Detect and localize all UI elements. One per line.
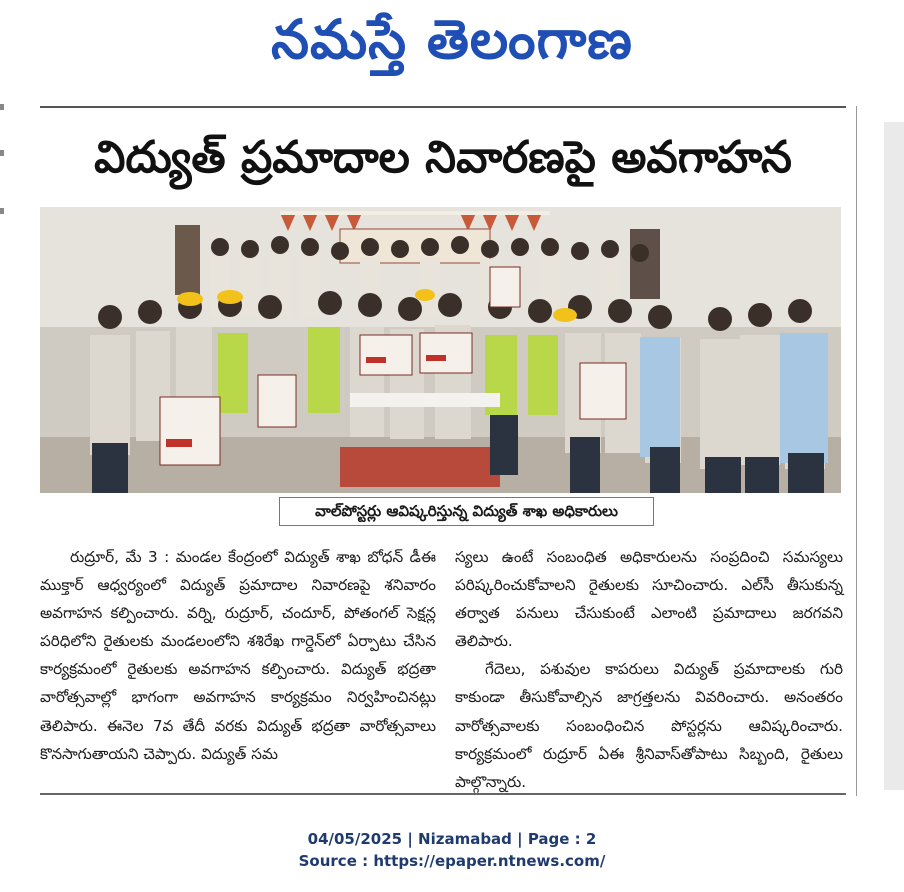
top-rule xyxy=(40,106,846,108)
footer-source: Source : https://epaper.ntnews.com/ xyxy=(298,852,606,870)
masthead xyxy=(0,0,904,80)
page-edge-marks xyxy=(0,96,6,796)
article-photo xyxy=(40,207,841,493)
photo-caption: వాల్‌పోస్టర్లు ఆవిష్కరిస్తున్న విద్యుత్ శాఖ అధికారులు xyxy=(279,497,654,526)
bottom-rule xyxy=(40,793,846,795)
article-headline: విద్యుత్ ప్రమాదాల నివారణపై అవగాహన xyxy=(94,132,792,183)
paragraph: స్యలు ఉంటే సంబంధిత అధికారులను సంప్రదించి సమస్యలు పరిష్కరించుకోవాలని రైతులకు సూచించారు. ఎల్‌సీ తీసుకున్న తర్వాత పనులు చేసుకుంటే ఎలాంటి ప్రమాదాలు జరగవని తెలిపారు. xyxy=(455,548,843,651)
article-column-1 xyxy=(40,543,436,768)
paragraph: గేదెలు, పశువుల కాపరులు విద్యుత్ ప్రమాదాలకు గురి కాకుండా తీసుకోవాల్సిన జాగ్రత్తలను వివరించారు. అనంతరం వారోత్సవాలకు సంబంధించిన పోస్టర్లను ఆవిష్కరించారు. కార్యక్రమంలో రుద్రూర్ ఏఈ శ్రీనివాస్‌తోపాటు సిబ్బంది, రైతులు పాల్గొన్నారు. xyxy=(455,660,843,791)
article-column-2 xyxy=(455,543,843,796)
footer xyxy=(0,828,904,872)
paragraph: రుద్రూర్, మే 3 : మండల కేంద్రంలో విద్యుత్ శాఖ బోధన్ డీఈ ముక్తార్ ఆధ్వర్యంలో విద్యుత్ ప్రమాదాల నివారణపై శనివారం అవగాహన కల్పించారు. వర్ని, రుద్రూర్, చందూర్, పోతంగల్ సెక్షన్ల పరిధిలోని రైతులకు మండలంలోని శశిరేఖ గార్డెన్‌లో ఏర్పాటు చేసిన కార్యక్రమంలో రైతులకు అవగాహన కల్పించారు. విద్యుత్ భద్రతా వారోత్సవాల్లో భాగంగా అవగాహన కార్యక్రమం నిర్వహించినట్లు తెలిపారు. ఈనెల 7వ తేదీ వరకు విద్యుత్ భద్రతా వారోత్సవాలు కొనసాగుతాయని చెప్పారు. విద్యుత్ సమ xyxy=(40,548,436,763)
newspaper-logo: నమస్తే తెలంగాణ xyxy=(271,8,633,71)
footer-dateline: 04/05/2025 | Nizamabad | Page : 2 xyxy=(307,830,597,848)
adjacent-article-strip xyxy=(884,122,904,790)
column-divider xyxy=(856,106,857,796)
